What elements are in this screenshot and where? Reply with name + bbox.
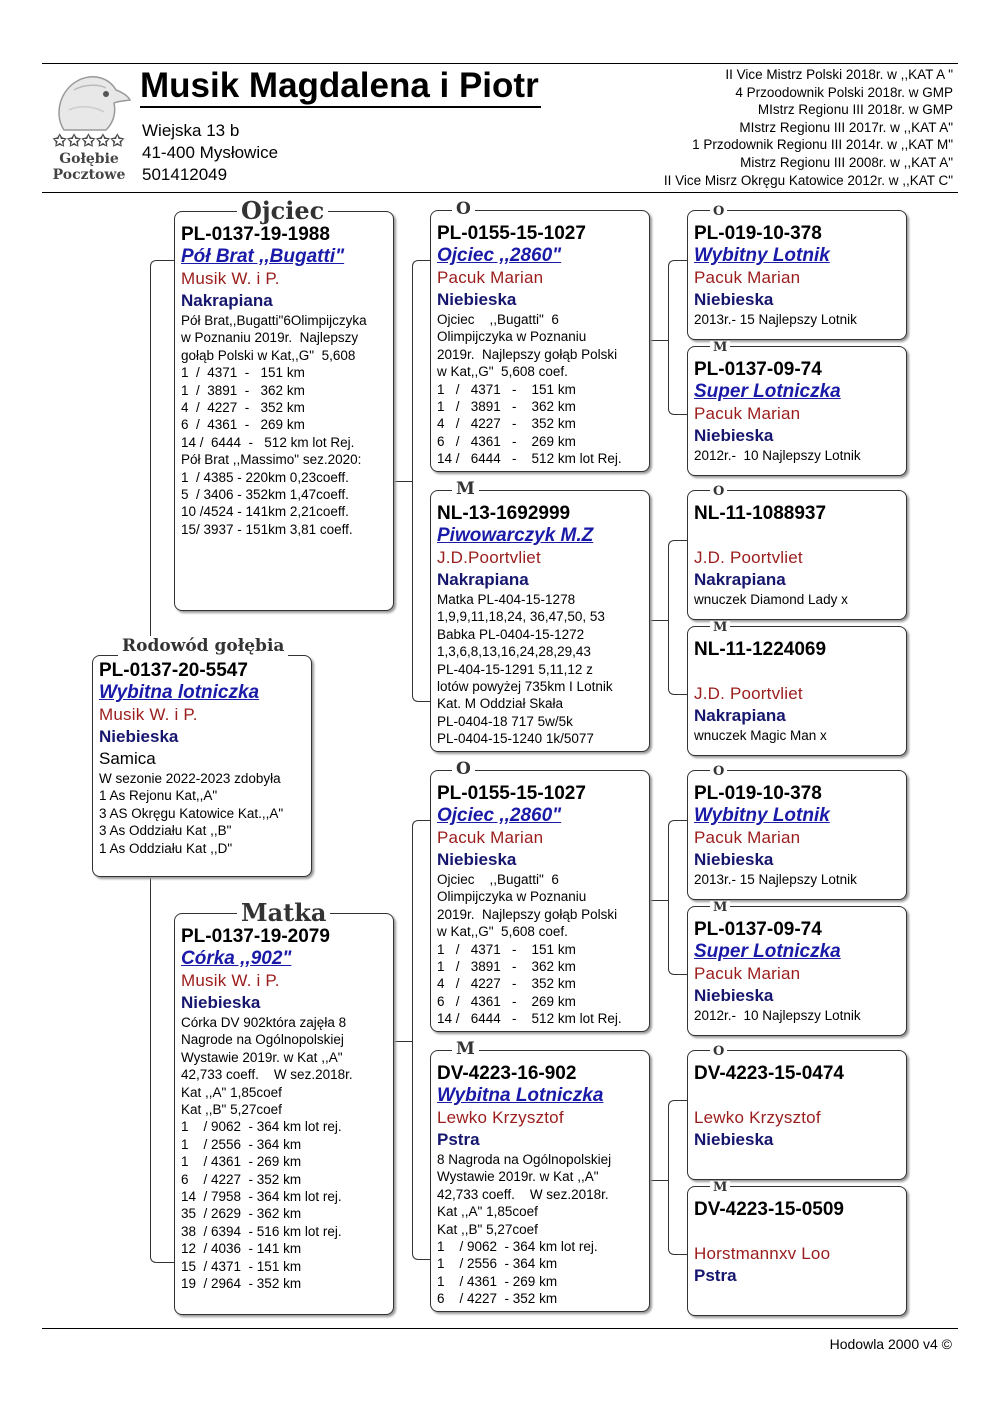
connector-mf-stub [649,900,669,901]
fmm-label: M [710,621,730,635]
mff-name: Wybitny Lotnik [694,805,830,826]
father-card[interactable] [174,211,394,611]
fff-ring: PL-019-10-378 [694,223,822,244]
fff-breeder: Pacuk Marian [694,268,801,287]
mf-label: O [452,759,475,779]
mfm-ring: PL-0137-09-74 [694,919,822,940]
owner-street: Wiejska 13 b [142,121,240,140]
fm-name: Piwowarczyk M.Z [437,525,594,546]
mother-breeder: Musik W. i P. [181,971,280,990]
father-label: Ojciec [237,198,328,224]
subject-ring: PL-0137-20-5547 [99,660,248,681]
fm-info: Matka PL-404-15-1278 1,9,9,11,18,24, 36,47,50, 53 Babka PL-0404-15-1272 1,3,6,8,13,16,24,28,29,43 PL-404-15-1291 5,11,12 z lotów powyżej 735km I Lotnik Kat. M Oddział Skała PL-0404-18 717 5w/5k PL-0404-15-1240 1k/5077 [437,592,613,747]
mm-label: M [452,1039,479,1059]
header-bottom-rule [42,192,958,193]
award-item: 1 Przodownik Regionu III 2014r. w ,,KAT M" [692,137,953,153]
connector-mother-stub [393,1041,413,1042]
pigeon-head-icon [44,70,134,140]
mother-name: Córka ,,902" [181,948,292,969]
ffm-breeder: Pacuk Marian [694,404,801,423]
connector-mother-mm [412,1042,431,1260]
connector-father-ff [412,260,431,482]
mff-breeder: Pacuk Marian [694,828,801,847]
fff-info: 2013r.- 15 Najlepszy Lotnik [694,312,857,327]
father-ring: PL-0137-19-1988 [181,224,330,245]
owner-name: Musik Magdalena i Piotr [140,66,541,108]
connector-father-fm [412,482,431,702]
logo-text-line1: Gołębie [59,151,119,167]
mmm-card[interactable] [687,1186,907,1316]
fmf-ring: NL-11-1088937 [694,503,827,524]
fmf-color: Nakrapiana [694,570,786,589]
mother-color: Niebieska [181,993,261,1012]
mf-name: Ojciec ,,2860" [437,805,562,826]
connector-father-stub [393,481,413,482]
fff-card[interactable] [687,210,907,340]
father-info: Pół Brat,,Bugatti"6Olimpijczyka w Poznaniu 2019r. Najlepszy gołąb Polski w Kat,,G" 5,608 1 / 4371 - 151 km 1 / 3891 - 362 km 4 / 4227 - 352 km 6 / 4361 - 269 km 14 / 6444 - 512 km lot Rej. Pół Brat ,,Massimo" sez.2020: 1 / 4385 - 220km 0,23coeff. 5 / 3406 - 352km 1,47coeff. 10 /4524 - 141km 2,21coeff. 15/ 3937 - 151km 3,81 coeff. [181,313,367,537]
connector-mother-mf [412,820,431,1042]
father-breeder: Musik W. i P. [181,269,280,288]
father-color: Nakrapiana [181,291,273,310]
mff-info: 2013r.- 15 Najlepszy Lotnik [694,872,857,887]
award-item: MIstrz Regionu III 2017r. w ,,KAT A" [739,119,953,135]
mf-breeder: Pacuk Marian [437,828,544,847]
footer-software: Hodowla 2000 v4 © [829,1336,952,1352]
mff-card[interactable] [687,770,907,900]
connector-subject-mother [150,878,175,1263]
mf-color: Niebieska [437,850,517,869]
mmm-breeder: Horstmannxv Loo [694,1244,831,1263]
award-item: 4 Przoodownik Polski 2018r. w GMP [735,84,953,100]
ff-label: O [452,199,475,219]
fmm-ring: NL-11-1224069 [694,639,827,660]
subject-label: Rodowód gołębia [118,636,288,656]
mff-ring: PL-019-10-378 [694,783,822,804]
fff-color: Niebieska [694,290,774,309]
club-logo [44,70,134,185]
mmf-label: O [710,1045,727,1059]
mmf-color: Niebieska [694,1130,774,1149]
father-name: Pół Brat ,,Bugatti" [181,246,345,267]
award-item: II Vice Mistrz Polski 2018r. w ,,KAT A " [725,67,953,82]
mm-info: 8 Nagroda na Ogólnopolskiej Wystawie 2019r. w Kat ,,A" 42,733 coeff. W sez.2018r. Kat ,,A" 1,85coef Kat ,,B" 5,27coef 1 / 9062 - 364 km lot rej. 1 / 2556 - 364 km 1 / 4361 - 269 km 6 / 4227 - 352 km [437,1152,612,1307]
mmf-breeder: Lewko Krzysztof [694,1108,821,1127]
ff-name: Ojciec ,,2860" [437,245,562,266]
mf-ring: PL-0155-15-1027 [437,783,586,804]
award-item: MIstrz Regionu III 2018r. w GMP [757,102,953,118]
mff-color: Niebieska [694,850,774,869]
mf-info: Ojciec ,,Bugatti" 6 Olimpijczyka w Poznaniu 2019r. Najlepszy gołąb Polski w Kat,,G" 5,608 coef. 1 / 4371 - 151 km 1 / 3891 - 362 km 4 / 4227 - 352 km 6 / 4361 - 269 km 14 / 6444 - 512 km lot Rej. [437,872,622,1027]
fmm-color: Nakrapiana [694,706,786,725]
mfm-info: 2012r.- 10 Najlepszy Lotnik [694,1008,861,1023]
subject-name: Wybitna lotniczka [99,682,260,703]
subject-color: Niebieska [99,727,179,746]
logo-stars: ✩✩✩✩✩ [52,131,126,150]
connector-ff-gg [668,260,688,415]
mm-card[interactable] [430,1050,650,1312]
fmf-card[interactable] [687,490,907,620]
owner-phone: 501412049 [142,165,228,184]
ff-card[interactable] [430,210,650,472]
fmm-card[interactable] [687,626,907,756]
mmm-color: Pstra [694,1266,737,1285]
ffm-ring: PL-0137-09-74 [694,359,822,380]
mff-label: O [710,765,727,779]
fmm-info: wnuczek Magic Man x [694,728,827,743]
ff-breeder: Pacuk Marian [437,268,544,287]
mother-label: Matka [237,900,330,926]
ffm-color: Niebieska [694,426,774,445]
mm-ring: DV-4223-16-902 [437,1063,577,1084]
mother-ring: PL-0137-19-2079 [181,926,330,947]
fmm-breeder: J.D. Poortvliet [694,684,803,703]
subject-card[interactable] [92,655,312,877]
mfm-name: Super Lotniczka [694,941,841,962]
mfm-breeder: Pacuk Marian [694,964,801,983]
fm-card[interactable] [430,490,650,752]
connector-subject-father [150,260,175,650]
mfm-card[interactable] [687,906,907,1036]
awards-list [664,66,953,189]
owner-city: 41-400 Mysłowice [142,143,279,162]
connector-fm-gg [668,540,688,695]
connector-fm-stub [649,620,669,621]
mm-name: Wybitna Lotniczka [437,1085,604,1106]
fff-label: O [710,205,727,219]
logo-text-line2: Pocztowe [52,167,126,183]
fmf-label: O [710,485,727,499]
mm-color: Pstra [437,1130,480,1149]
mother-info: Córka DV 902która zajęła 8 Nagrode na Ogólnopolskiej Wystawie 2019r. w Kat ,,A" 42,733 coeff. W sez.2018r. Kat ,,A" 1,85coef Kat ,,B" 5,27coef 1 / 9062 - 364 km lot rej. 1 / 2556 - 364 km 1 / 4361 - 269 km 6 / 4227 - 352 km 14 / 7958 - 364 km lot rej. 35 / 2629 - 362 km 38 / 6394 - 516 km lot rej. 12 / 4036 - 141 km 15 / 4371 - 151 km 19 / 2964 - 352 km [181,1015,353,1292]
header-top-rule [42,63,958,64]
footer-rule [42,1328,958,1329]
ff-color: Niebieska [437,290,517,309]
award-item: II Vice Misrz Okręgu Katowice 2012r. w ,,KAT C" [663,172,953,188]
mmm-ring: DV-4223-15-0509 [694,1199,844,1220]
mfm-label: M [710,901,730,915]
subject-breeder: Musik W. i P. [99,705,198,724]
fmf-breeder: J.D. Poortvliet [694,548,803,567]
mm-breeder: Lewko Krzysztof [437,1108,564,1127]
ffm-info: 2012r.- 10 Najlepszy Lotnik [694,448,861,463]
mf-card[interactable] [430,770,650,1032]
mfm-color: Niebieska [694,986,774,1005]
fm-breeder: J.D.Poortvliet [437,548,541,567]
connector-mm-gg [668,1100,688,1255]
mmf-card[interactable] [687,1050,907,1180]
ff-info: Ojciec ,,Bugatti" 6 Olimpijczyka w Poznaniu 2019r. Najlepszy gołąb Polski w Kat,,G" 5,608 coef. 1 / 4371 - 151 km 1 / 3891 - 362 km 4 / 4227 - 352 km 6 / 4361 - 269 km 14 / 6444 - 512 km lot Rej. [437,312,622,467]
fm-label: M [452,479,479,499]
fm-color: Nakrapiana [437,570,529,589]
connector-mf-gg [668,820,688,975]
connector-ff-stub [649,340,669,341]
subject-sex: Samica [99,749,156,768]
mmm-label: M [710,1181,730,1195]
subject-info: W sezonie 2022-2023 zdobyła 1 As Rejonu Kat,,A" 3 AS Okręgu Katowice Kat.,,A" 3 As Oddziału Kat ,,B" 1 As Oddziału Kat ,,D" [99,771,284,856]
ffm-name: Super Lotniczka [694,381,841,402]
fff-name: Wybitny Lotnik [694,245,830,266]
award-item: Mistrz Regionu III 2008r. w ,,KAT A" [740,154,953,170]
ffm-card[interactable] [687,346,907,476]
mmf-ring: DV-4223-15-0474 [694,1063,844,1084]
ff-ring: PL-0155-15-1027 [437,223,586,244]
connector-mm-stub [649,1180,669,1181]
ffm-label: M [710,341,730,355]
mother-card[interactable] [174,913,394,1315]
fmf-info: wnuczek Diamond Lady x [694,592,848,607]
fm-ring: NL-13-1692999 [437,503,571,524]
